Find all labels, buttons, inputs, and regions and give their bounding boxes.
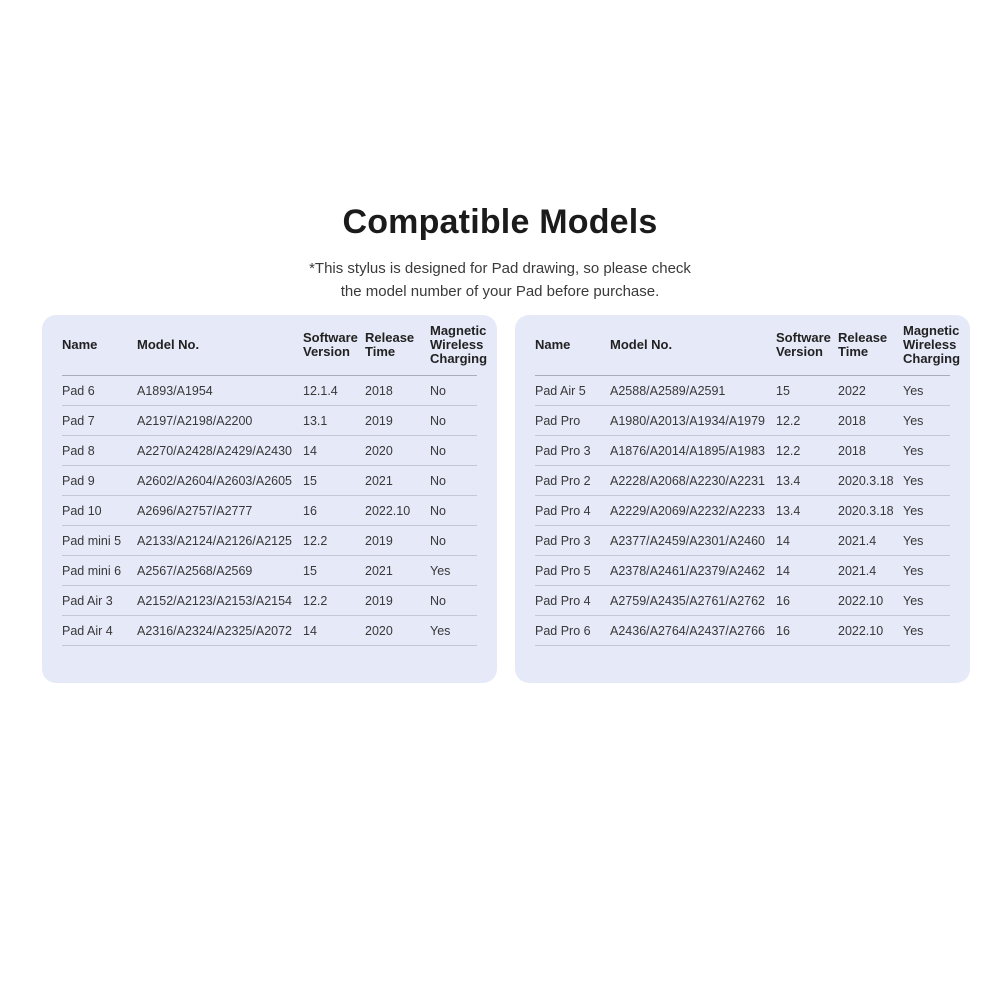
cell-release: 2018	[365, 383, 393, 398]
cell-software: 12.2	[776, 413, 801, 428]
column-header: Magnetic Wireless Charging	[430, 323, 488, 366]
cell-charging: No	[430, 533, 446, 548]
cell-software: 13.1	[303, 413, 328, 428]
table-row	[62, 436, 477, 466]
cell-name: Pad 8	[62, 443, 95, 458]
cell-model: A2133/A2124/A2126/A2125	[137, 533, 292, 548]
cell-software: 15	[776, 383, 790, 398]
cell-model: A2228/A2068/A2230/A2231	[610, 473, 765, 488]
cell-name: Pad Pro 3	[535, 533, 591, 548]
cell-software: 16	[776, 593, 790, 608]
cell-software: 15	[303, 473, 317, 488]
table-row	[62, 466, 477, 496]
cell-name: Pad mini 5	[62, 533, 122, 548]
cell-charging: Yes	[903, 383, 924, 398]
cell-charging: No	[430, 473, 446, 488]
cell-name: Pad 6	[62, 383, 95, 398]
table-row	[535, 586, 950, 616]
column-header: Name	[535, 337, 571, 352]
cell-release: 2020.3.18	[838, 473, 894, 488]
cell-model: A2567/A2568/A2569	[137, 563, 253, 578]
table-row	[62, 376, 477, 406]
cell-model: A2152/A2123/A2153/A2154	[137, 593, 292, 608]
cell-software: 15	[303, 563, 317, 578]
cell-release: 2021.4	[838, 563, 877, 578]
cell-charging: Yes	[903, 413, 924, 428]
cell-release: 2020	[365, 623, 393, 638]
cell-name: Pad mini 6	[62, 563, 122, 578]
table-row	[535, 526, 950, 556]
cell-name: Pad Pro 4	[535, 503, 591, 518]
table-row	[62, 556, 477, 586]
cell-name: Pad Pro 6	[535, 623, 591, 638]
cell-release: 2021.4	[838, 533, 877, 548]
cell-model: A2602/A2604/A2603/A2605	[137, 473, 292, 488]
cell-software: 14	[776, 533, 790, 548]
cell-name: Pad Pro 3	[535, 443, 591, 458]
cell-name: Pad Pro 2	[535, 473, 591, 488]
column-header: Release Time	[838, 330, 888, 359]
cell-software: 16	[303, 503, 317, 518]
table-row	[535, 616, 950, 646]
table-header-row	[535, 315, 961, 376]
cell-charging: No	[430, 503, 446, 518]
cell-charging: No	[430, 413, 446, 428]
page-title: Compatible Models	[342, 203, 658, 241]
cell-model: A1876/A2014/A1895/A1983	[610, 443, 765, 458]
cell-release: 2022.10	[838, 623, 884, 638]
cell-charging: Yes	[903, 503, 924, 518]
table-row	[62, 496, 477, 526]
cell-model: A2759/A2435/A2761/A2762	[610, 593, 765, 608]
cell-software: 13.4	[776, 503, 801, 518]
column-header: Model No.	[137, 337, 200, 352]
cell-release: 2022.10	[365, 503, 411, 518]
cell-name: Pad Pro	[535, 413, 581, 428]
column-header: Name	[62, 337, 98, 352]
cell-release: 2020.3.18	[838, 503, 894, 518]
cell-model: A2588/A2589/A2591	[610, 383, 726, 398]
table-header-row	[62, 315, 488, 376]
cell-charging: Yes	[903, 473, 924, 488]
cell-software: 13.4	[776, 473, 801, 488]
cell-name: Pad Air 4	[62, 623, 113, 638]
cell-model: A2197/A2198/A2200	[137, 413, 253, 428]
cell-software: 12.2	[303, 533, 328, 548]
cell-software: 12.2	[776, 443, 801, 458]
cell-software: 16	[776, 623, 790, 638]
cell-software: 14	[776, 563, 790, 578]
cell-charging: No	[430, 383, 446, 398]
cell-model: A2316/A2324/A2325/A2072	[137, 623, 292, 638]
cell-model: A1893/A1954	[137, 383, 213, 398]
table-row	[535, 556, 950, 586]
cell-name: Pad 9	[62, 473, 95, 488]
cell-charging: No	[430, 593, 446, 608]
cell-name: Pad 7	[62, 413, 95, 428]
cell-charging: No	[430, 443, 446, 458]
cell-software: 14	[303, 623, 317, 638]
cell-charging: Yes	[430, 623, 451, 638]
cell-charging: Yes	[903, 563, 924, 578]
cell-model: A2378/A2461/A2379/A2462	[610, 563, 765, 578]
table-row	[62, 406, 477, 436]
column-header: Release Time	[365, 330, 415, 359]
cell-model: A1980/A2013/A1934/A1979	[610, 413, 765, 428]
table-row	[535, 436, 950, 466]
table-row	[62, 526, 477, 556]
cell-release: 2020	[365, 443, 393, 458]
cell-charging: Yes	[903, 443, 924, 458]
cell-name: Pad Pro 4	[535, 593, 591, 608]
cell-model: A2377/A2459/A2301/A2460	[610, 533, 765, 548]
cell-release: 2018	[838, 413, 866, 428]
column-header: Software Version	[776, 330, 831, 359]
cell-release: 2022.10	[838, 593, 884, 608]
cell-model: A2270/A2428/A2429/A2430	[137, 443, 292, 458]
cell-release: 2022	[838, 383, 866, 398]
table-row	[535, 466, 950, 496]
cell-name: Pad Pro 5	[535, 563, 591, 578]
table-row	[535, 496, 950, 526]
subtitle-line-1: *This stylus is designed for Pad drawing, so please check	[309, 260, 691, 277]
table-row	[535, 406, 950, 436]
cell-release: 2019	[365, 593, 393, 608]
compatibility-tables	[42, 315, 970, 683]
cell-release: 2019	[365, 413, 393, 428]
cell-charging: Yes	[903, 623, 924, 638]
cell-name: Pad 10	[62, 503, 102, 518]
column-header: Software Version	[303, 330, 358, 359]
compatibility-table-left	[42, 315, 497, 683]
cell-model: A2696/A2757/A2777	[137, 503, 253, 518]
table-row	[535, 376, 950, 406]
column-header: Magnetic Wireless Charging	[903, 323, 961, 366]
cell-release: 2018	[838, 443, 866, 458]
cell-charging: Yes	[903, 533, 924, 548]
cell-release: 2019	[365, 533, 393, 548]
cell-name: Pad Air 5	[535, 383, 586, 398]
cell-model: A2229/A2069/A2232/A2233	[610, 503, 765, 518]
table-row	[62, 616, 477, 646]
column-header: Model No.	[610, 337, 673, 352]
cell-software: 14	[303, 443, 317, 458]
cell-software: 12.1.4	[303, 383, 338, 398]
cell-release: 2021	[365, 473, 393, 488]
cell-release: 2021	[365, 563, 393, 578]
compatibility-table-right	[515, 315, 970, 683]
cell-charging: Yes	[903, 593, 924, 608]
cell-software: 12.2	[303, 593, 328, 608]
subtitle-line-2: the model number of your Pad before purchase.	[340, 283, 660, 300]
table-row	[62, 586, 477, 616]
cell-charging: Yes	[430, 563, 451, 578]
cell-name: Pad Air 3	[62, 593, 113, 608]
cell-model: A2436/A2764/A2437/A2766	[610, 623, 765, 638]
